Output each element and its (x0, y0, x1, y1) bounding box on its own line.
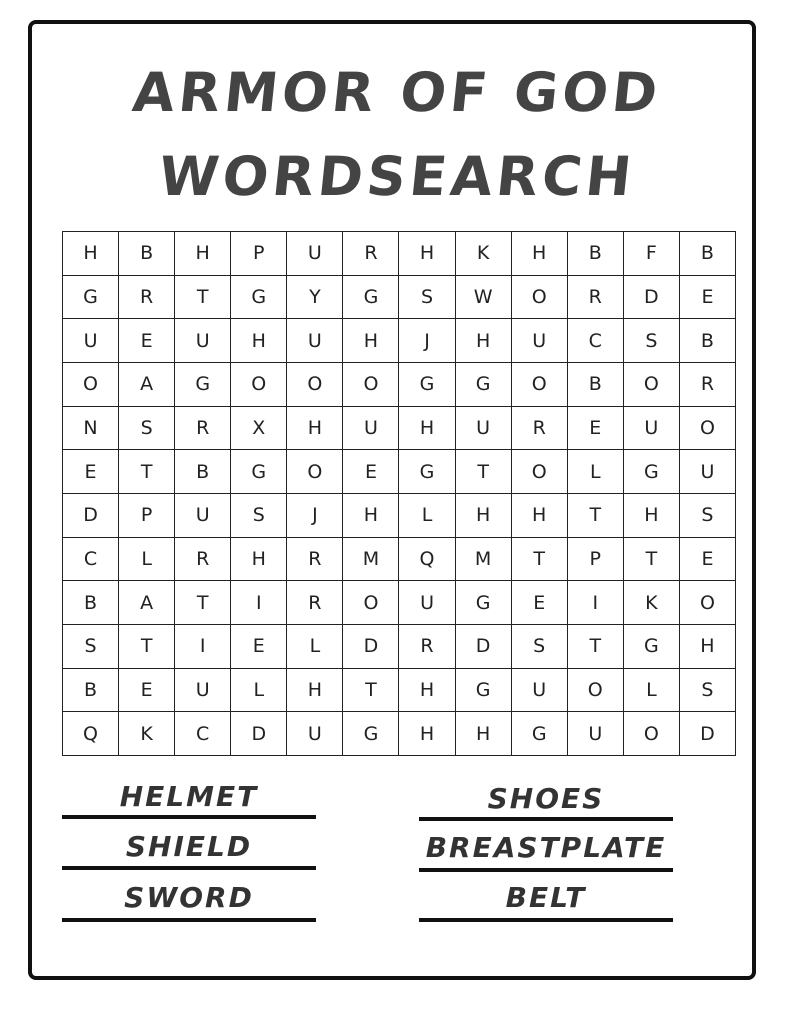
grid-cell: L (399, 494, 455, 538)
grid-cell: L (624, 669, 680, 713)
grid-cell: I (175, 625, 231, 669)
grid-cell: H (456, 319, 512, 363)
grid-cell: D (63, 494, 119, 538)
grid-cell: H (343, 494, 399, 538)
grid-cell: T (624, 538, 680, 582)
grid-cell: T (568, 625, 624, 669)
page-title-line-1: ARMOR OF GOD (129, 61, 665, 124)
word-breastplate: BREASTPLATE (425, 831, 667, 864)
grid-cell: H (399, 407, 455, 451)
grid-cell: O (63, 363, 119, 407)
grid-cell: T (343, 669, 399, 713)
grid-cell: O (287, 363, 343, 407)
grid-cell: U (512, 319, 568, 363)
grid-cell: D (680, 712, 736, 756)
grid-cell: H (287, 669, 343, 713)
word-helmet: HELMET (119, 780, 259, 813)
word-underline (419, 817, 673, 821)
grid-cell: E (512, 581, 568, 625)
grid-cell: U (175, 669, 231, 713)
grid-cell: G (456, 363, 512, 407)
grid-cell: G (624, 450, 680, 494)
grid-cell: Q (63, 712, 119, 756)
grid-cell: R (399, 625, 455, 669)
grid-cell: U (63, 319, 119, 363)
grid-cell: M (456, 538, 512, 582)
grid-cell: B (680, 319, 736, 363)
grid-cell: U (175, 494, 231, 538)
grid-cell: G (399, 363, 455, 407)
grid-cell: B (568, 232, 624, 276)
grid-cell: E (119, 319, 175, 363)
letter-grid (62, 231, 736, 756)
grid-cell: G (175, 363, 231, 407)
grid-cell: G (456, 669, 512, 713)
word-shoes: SHOES (487, 782, 605, 815)
grid-cell: T (512, 538, 568, 582)
grid-cell: F (624, 232, 680, 276)
grid-cell: O (568, 669, 624, 713)
grid-cell: H (63, 232, 119, 276)
grid-cell: U (512, 669, 568, 713)
grid-cell: L (287, 625, 343, 669)
grid-cell: K (456, 232, 512, 276)
grid-cell: G (399, 450, 455, 494)
grid-cell: O (343, 581, 399, 625)
grid-cell: O (231, 363, 287, 407)
grid-cell: H (512, 494, 568, 538)
grid-cell: H (287, 407, 343, 451)
grid-cell: B (63, 581, 119, 625)
grid-cell: G (343, 712, 399, 756)
grid-cell: J (287, 494, 343, 538)
grid-cell: U (175, 319, 231, 363)
grid-cell: T (119, 450, 175, 494)
grid-cell: O (512, 450, 568, 494)
grid-cell: H (624, 494, 680, 538)
grid-cell: H (231, 319, 287, 363)
grid-cell: L (119, 538, 175, 582)
grid-cell: T (175, 276, 231, 320)
grid-cell: R (680, 363, 736, 407)
grid-cell: G (512, 712, 568, 756)
grid-cell: H (399, 669, 455, 713)
grid-cell: U (287, 319, 343, 363)
grid-cell: N (63, 407, 119, 451)
grid-cell: W (456, 276, 512, 320)
grid-cell: B (119, 232, 175, 276)
grid-cell: E (343, 450, 399, 494)
word-underline (62, 918, 316, 922)
grid-cell: E (680, 538, 736, 582)
grid-cell: O (624, 363, 680, 407)
word-shield: SHIELD (125, 830, 253, 863)
grid-cell: C (175, 712, 231, 756)
grid-cell: G (343, 276, 399, 320)
grid-cell: R (175, 538, 231, 582)
grid-cell: E (231, 625, 287, 669)
grid-cell: S (399, 276, 455, 320)
grid-cell: H (231, 538, 287, 582)
grid-cell: S (63, 625, 119, 669)
grid-cell: O (680, 407, 736, 451)
grid-cell: Y (287, 276, 343, 320)
grid-cell: H (456, 712, 512, 756)
grid-cell: S (512, 625, 568, 669)
grid-cell: B (568, 363, 624, 407)
grid-cell: S (680, 669, 736, 713)
grid-cell: G (231, 450, 287, 494)
grid-cell: R (287, 581, 343, 625)
grid-cell: O (512, 276, 568, 320)
grid-cell: T (119, 625, 175, 669)
grid-cell: H (512, 232, 568, 276)
grid-cell: P (568, 538, 624, 582)
grid-cell: O (287, 450, 343, 494)
grid-cell: U (680, 450, 736, 494)
grid-cell: J (399, 319, 455, 363)
grid-cell: L (568, 450, 624, 494)
grid-cell: R (568, 276, 624, 320)
grid-cell: U (624, 407, 680, 451)
grid-cell: G (456, 581, 512, 625)
grid-cell: U (568, 712, 624, 756)
grid-cell: H (399, 232, 455, 276)
grid-cell: G (231, 276, 287, 320)
grid-cell: C (63, 538, 119, 582)
grid-cell: I (568, 581, 624, 625)
grid-cell: E (119, 669, 175, 713)
grid-cell: I (231, 581, 287, 625)
grid-cell: S (624, 319, 680, 363)
grid-cell: U (456, 407, 512, 451)
grid-cell: E (680, 276, 736, 320)
grid-cell: D (231, 712, 287, 756)
grid-cell: S (119, 407, 175, 451)
grid-cell: Q (399, 538, 455, 582)
grid-cell: P (231, 232, 287, 276)
grid-cell: S (680, 494, 736, 538)
grid-cell: O (624, 712, 680, 756)
grid-cell: S (231, 494, 287, 538)
word-underline (62, 866, 316, 870)
grid-cell: O (343, 363, 399, 407)
grid-cell: B (175, 450, 231, 494)
grid-cell: T (175, 581, 231, 625)
grid-cell: T (456, 450, 512, 494)
grid-cell: C (568, 319, 624, 363)
grid-cell: G (624, 625, 680, 669)
grid-cell: B (680, 232, 736, 276)
grid-cell: U (287, 712, 343, 756)
grid-cell: D (456, 625, 512, 669)
grid-cell: P (119, 494, 175, 538)
grid-cell: U (343, 407, 399, 451)
grid-cell: E (568, 407, 624, 451)
grid-cell: A (119, 363, 175, 407)
grid-cell: H (399, 712, 455, 756)
grid-cell: X (231, 407, 287, 451)
grid-cell: U (399, 581, 455, 625)
word-belt: BELT (505, 881, 587, 914)
grid-cell: O (512, 363, 568, 407)
grid-cell: B (63, 669, 119, 713)
grid-cell: H (175, 232, 231, 276)
grid-cell: R (343, 232, 399, 276)
grid-cell: R (287, 538, 343, 582)
grid-cell: H (680, 625, 736, 669)
grid-cell: U (287, 232, 343, 276)
grid-cell: K (624, 581, 680, 625)
page-title-line-2: WORDSEARCH (155, 145, 639, 208)
grid-cell: R (175, 407, 231, 451)
word-underline (419, 868, 673, 872)
grid-cell: G (63, 276, 119, 320)
word-sword: SWORD (124, 881, 254, 914)
grid-cell: E (63, 450, 119, 494)
word-underline (62, 815, 316, 819)
grid-cell: R (119, 276, 175, 320)
grid-cell: R (512, 407, 568, 451)
grid-cell: K (119, 712, 175, 756)
grid-cell: T (568, 494, 624, 538)
grid-cell: M (343, 538, 399, 582)
grid-cell: H (456, 494, 512, 538)
grid-cell: H (343, 319, 399, 363)
grid-cell: L (231, 669, 287, 713)
grid-cell: D (624, 276, 680, 320)
grid-cell: A (119, 581, 175, 625)
grid-cell: D (343, 625, 399, 669)
word-underline (419, 918, 673, 922)
grid-cell: O (680, 581, 736, 625)
